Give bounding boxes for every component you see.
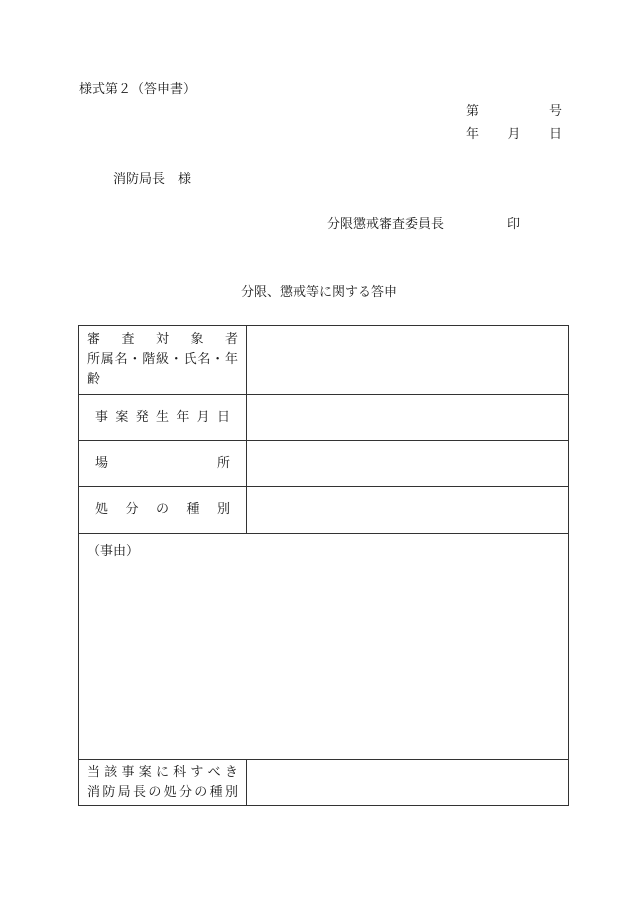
place-label-cell xyxy=(79,441,247,487)
subject-label-line2: 所 属 名 ・ 階 級 ・ 氏 名 ・ 年 xyxy=(87,352,238,367)
subject-label-line1: 審 査 対 象 者 xyxy=(87,332,238,347)
reason-label: （事由） xyxy=(87,544,140,559)
disposition-type-row xyxy=(79,487,569,534)
disposition-type-label-cell xyxy=(79,487,247,534)
subject-label-line3: 齢 xyxy=(87,372,101,387)
subject-row xyxy=(79,326,569,395)
number-suffix: 号 xyxy=(548,104,562,119)
seal-mark: 印 xyxy=(507,217,521,232)
incident-date-row xyxy=(79,395,569,441)
place-row xyxy=(79,441,569,487)
disposition-type-value-cell[interactable] xyxy=(247,487,569,534)
date-month: 月 xyxy=(507,127,521,142)
incident-date-label: 事 案 発 生 年 月 日 xyxy=(95,409,230,425)
form-label: 様式第２（答申書） xyxy=(79,82,197,97)
reason-row xyxy=(79,534,569,760)
place-label: 場 所 xyxy=(95,455,230,471)
subject-label-cell xyxy=(79,326,247,395)
disposition-type-label: 処 分 の 種 別 xyxy=(95,502,230,517)
reason-cell[interactable] xyxy=(79,534,569,760)
recommended-label-line2: 消 防 局 長 の 処 分 の 種 別 xyxy=(87,784,238,800)
date-year: 年 xyxy=(466,127,480,142)
incident-date-label-cell xyxy=(79,395,247,441)
recommended-label-line1: 当 該 事 案 に 科 す べ き xyxy=(87,764,238,780)
date-day: 日 xyxy=(548,127,562,142)
subject-value-cell[interactable] xyxy=(247,326,569,395)
date-line xyxy=(466,127,562,143)
recommended-disposition-row xyxy=(79,760,569,806)
document-number-line xyxy=(466,104,562,120)
report-form-table xyxy=(78,325,569,806)
incident-date-value-cell[interactable] xyxy=(247,395,569,441)
sender-title: 分限懲戒審査委員長 xyxy=(327,217,445,232)
recommended-label-cell xyxy=(79,760,247,806)
document-title: 分限、懲戒等に関する答申 xyxy=(241,285,398,300)
number-prefix: 第 xyxy=(466,104,480,119)
recommended-value-cell[interactable] xyxy=(247,760,569,806)
addressee: 消防局長 様 xyxy=(113,172,192,187)
place-value-cell[interactable] xyxy=(247,441,569,487)
